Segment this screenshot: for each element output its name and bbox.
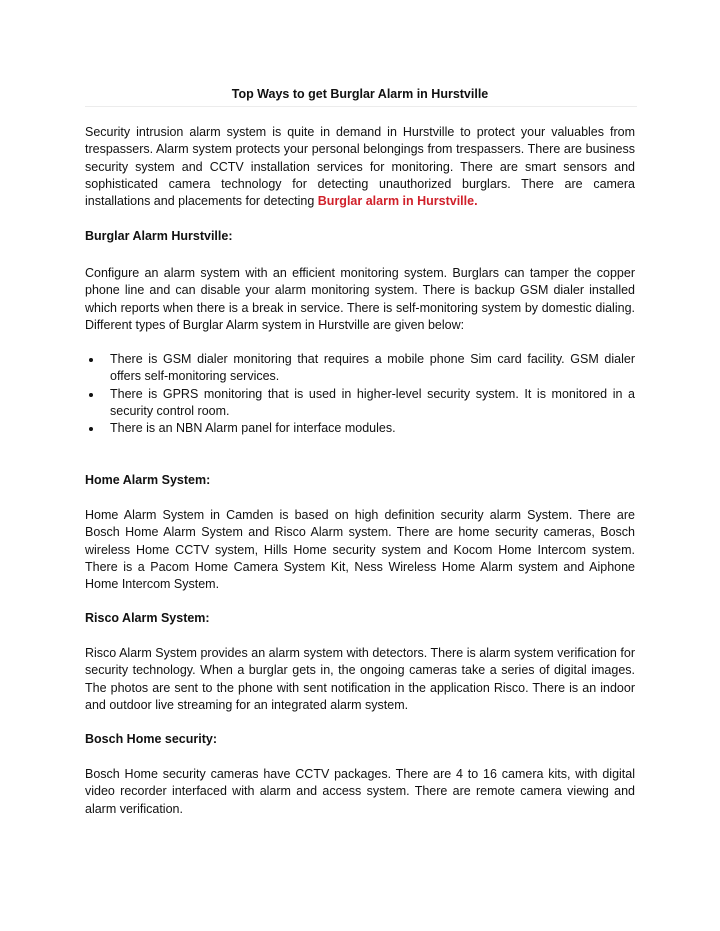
intro-text: Security intrusion alarm system is quite in demand in Hurstville to protect your valuables from trespassers. Alarm system protects your personal belongings from trespassers. There are business security system and CCTV installation services for monitoring. There are smart sensors and sophisticated camera technology for detecting unauthorized burglars. There are camera installations and placements for detecting: [85, 125, 635, 209]
section-paragraph-burglar-alarm-hurstville: Configure an alarm system with an efficient monitoring system. Burglars can tamper the copper phone line and can disable your alarm monitoring system. There is backup GSM dialer installed which reports when there is a break in service. There is self-monitoring system by domestic dialing. Different types of Burglar Alarm system in Hurstville are given below:: [85, 266, 635, 332]
intro-paragraph: [85, 124, 635, 210]
list-item: [85, 420, 635, 437]
section-heading-home-alarm-system: Home Alarm System:: [85, 473, 211, 487]
section-paragraph-risco-alarm-system: Risco Alarm System provides an alarm system with detectors. There is alarm system verification for security technology. When a burglar gets in, the ongoing cameras take a series of digital images. The photos are sent to the phone with sent notification in the application Risco. There is an indoor and outdoor live streaming for an integrated alarm system.: [85, 646, 635, 712]
list-item-text: There is GPRS monitoring that is used in higher-level security system. It is monitored in a security control room.: [110, 386, 635, 418]
section-heading-bosch-home-security: Bosch Home security:: [85, 732, 217, 746]
intro-link-suffix: .: [474, 194, 478, 209]
list-item: [85, 351, 635, 386]
section-heading-risco-alarm-system: Risco Alarm System:: [85, 611, 210, 625]
title-divider: [85, 106, 637, 107]
bullet-icon: [89, 427, 93, 431]
list-item-text: There is an NBN Alarm panel for interface modules.: [110, 421, 396, 436]
alarm-types-list: [85, 351, 635, 437]
list-item: [85, 386, 635, 421]
burglar-alarm-hurstville-link[interactable]: Burglar alarm in Hurstville: [317, 194, 475, 209]
section-paragraph-home-alarm-system: Home Alarm System in Camden is based on high definition security alarm System. There are Bosch Home Alarm System and Risco Alarm system. There are home security cameras, Bosch wireless Home CCTV system, Hills Home security system and Kocom Home Intercom system. There is a Pacom Home Camera System Kit, Ness Wireless Home Alarm system and Aiphone Home Intercom System.: [85, 508, 635, 592]
document-title: Top Ways to get Burglar Alarm in Hurstville: [231, 87, 489, 101]
bullet-icon: [89, 358, 93, 362]
section-heading-burglar-alarm-hurstville: Burglar Alarm Hurstville:: [85, 229, 233, 243]
bullet-icon: [89, 393, 93, 397]
list-item-text: There is GSM dialer monitoring that requires a mobile phone Sim card facility. GSM dialer offers self-monitoring services.: [110, 352, 635, 384]
section-paragraph-bosch-home-security: Bosch Home security cameras have CCTV packages. There are 4 to 16 camera kits, with digital video recorder interfaced with alarm and access system. There are remote camera viewing and alarm verification.: [85, 767, 635, 816]
